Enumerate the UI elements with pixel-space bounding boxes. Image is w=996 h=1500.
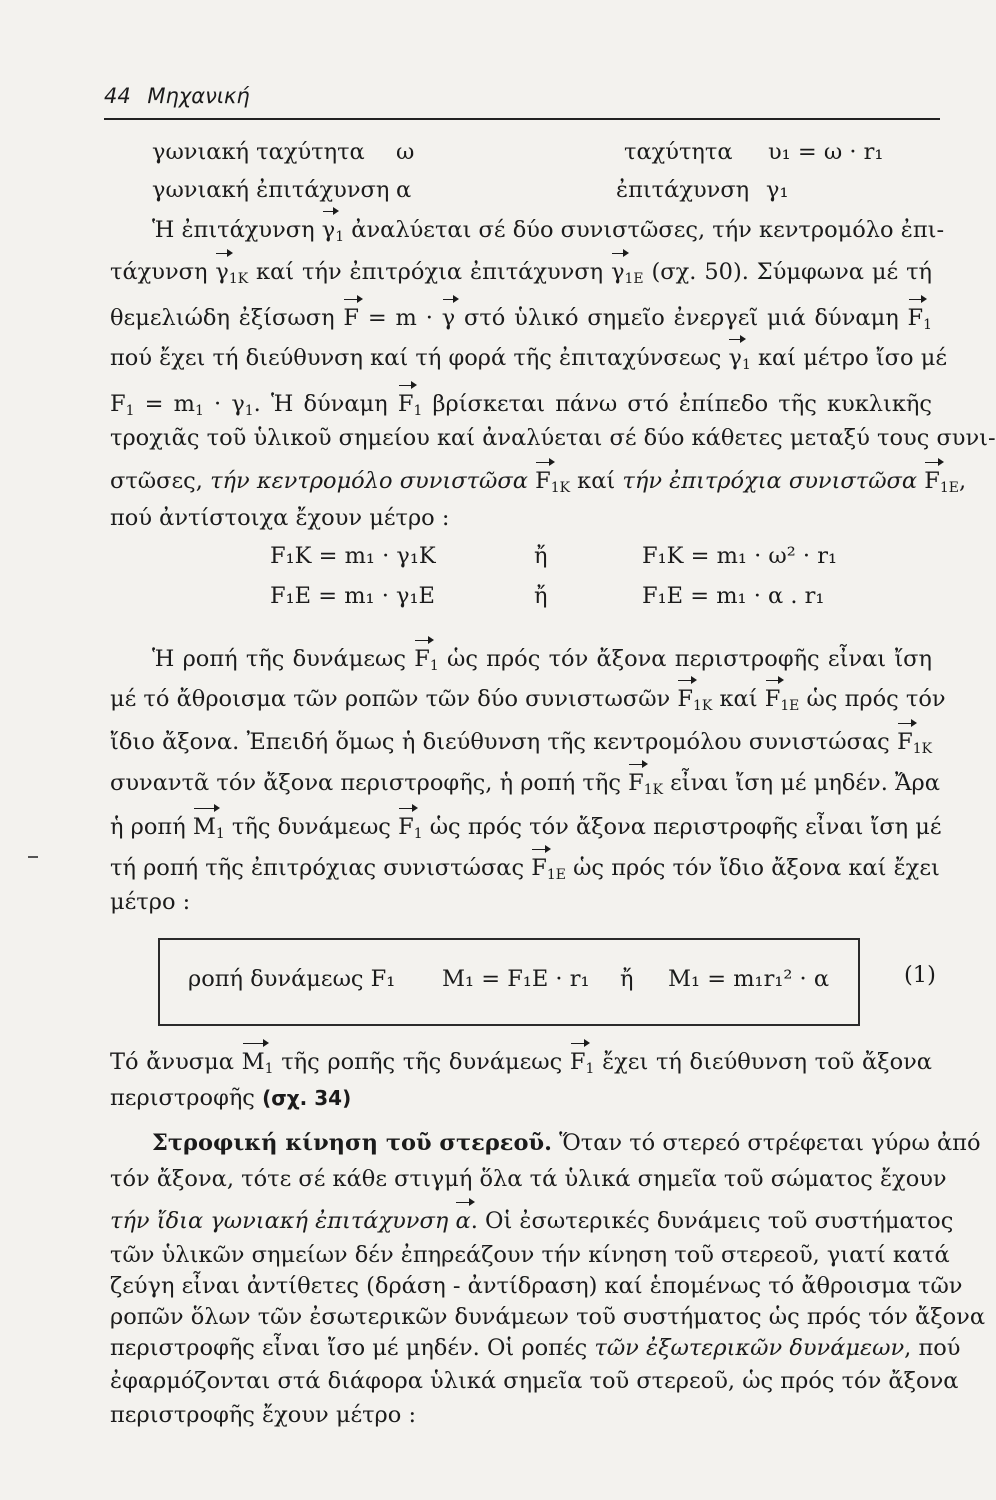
boxed-eq-2: M₁ = m₁r₁² · α xyxy=(668,966,830,992)
eq-or-2: ἤ xyxy=(534,583,548,609)
angular-acceleration-label: γωνιακή ἐπιτάχυνση xyxy=(152,177,390,203)
omega-symbol: ω xyxy=(396,139,415,165)
alpha-symbol: α xyxy=(396,177,412,203)
eq-f1k-left: F₁K = m₁ · γ₁K xyxy=(270,543,436,569)
p1-line-6: τροχιᾶς τοῦ ὑλικοῦ σημείου καί ἀναλύεται σέ δύο κάθετες μεταξύ τους συνι- xyxy=(110,425,996,451)
gamma1-symbol: γ₁ xyxy=(766,177,789,203)
page-header xyxy=(104,84,940,118)
p4-line-1: Στροφική κίνηση τοῦ στερεοῦ. Ὅταν τό στερεό στρέφεται γύρω ἀπό xyxy=(152,1130,981,1156)
equation-number: (1) xyxy=(904,962,936,988)
p2-line-7: μέτρο : xyxy=(110,889,191,915)
p2-line-3: ἴδιο ἄξονα. Ἐπειδή ὅμως ἡ διεύθυνση τῆς κεντρομόλου συνιστώσας $F_{1K}$ xyxy=(110,729,932,757)
p1-line-5: $F_1 = m_1 \cdot \gamma_1$. Ἡ δύναμη $F_1$ βρίσκεται πάνω στό ἐπίπεδο τῆς κυκλικῆς xyxy=(110,391,932,419)
p4-line-2: τόν ἄξονα, τότε σέ κάθε στιγμή ὅλα τά ὑλικά σημεῖα τοῦ σώματος ἔχουν xyxy=(110,1166,947,1192)
p4-line-4: τῶν ὑλικῶν σημείων δέν ἐπηρεάζουν τήν κίνηση τοῦ στερεοῦ, γιατί κατά xyxy=(110,1242,950,1268)
p1-line-2: τάχυνση $\gamma_{1K}$ καί τήν ἐπιτρόχια ἐπιτάχυνση $\gamma_{1E}$ (σχ. 50). Σύμφωνα μέ τή xyxy=(110,259,933,287)
p3-line-2: περιστροφῆς (σχ. 34) xyxy=(110,1085,352,1111)
velocity-formula: υ₁ = ω · r₁ xyxy=(768,139,884,165)
p3-line-1: Τό ἄνυσμα $M_1$ τῆς ροπῆς τῆς δυνάμεως $F_1$ ἔχει τή διεύθυνση τοῦ ἄξονα xyxy=(110,1049,932,1077)
acceleration-label: ἐπιτάχυνση xyxy=(616,177,750,203)
eq-f1e-right: F₁E = m₁ · α . r₁ xyxy=(642,583,825,609)
header-rule xyxy=(104,118,940,120)
p2-line-4: συναντᾶ τόν ἄξονα περιστροφῆς, ἡ ροπή τῆς $F_{1K}$ εἶναι ἴση μέ μηδέν. Ἄρα xyxy=(110,770,940,798)
p4-line-3: τήν ἴδια γωνιακή ἐπιτάχυνση α. Οἱ ἐσωτερικές δυνάμεις τοῦ συστήματος xyxy=(110,1208,954,1234)
p1-line-4: πού ἔχει τή διεύθυνση καί τή φορά τῆς ἐπιταχύνσεως $\gamma_1$ καί μέτρο ἴσο μέ xyxy=(110,345,948,373)
eq-f1e-left: F₁E = m₁ · γ₁E xyxy=(270,583,435,609)
velocity-label: ταχύτητα xyxy=(624,139,733,165)
p2-line-2: μέ τό ἄθροισμα τῶν ροπῶν τῶν δύο συνιστωσῶν $F_{1K}$ καί $F_{1E}$ ὡς πρός τόν xyxy=(110,686,946,714)
p4-line-7: περιστροφῆς εἶναι ἴσο μέ μηδέν. Οἱ ροπές τῶν ἐξωτερικῶν δυνάμεων, πού xyxy=(110,1335,961,1361)
p2-line-6: τή ροπή τῆς ἐπιτρόχιας συνιστώσας $F_{1E}$ ὡς πρός τόν ἴδιο ἄξονα καί ἔχει xyxy=(110,855,940,883)
p2-line-5: ἡ ροπή $M_1$ τῆς δυνάμεως $F_1$ ὡς πρός τόν ἄξονα περιστροφῆς εἶναι ἴση μέ xyxy=(110,814,942,842)
p4-line-9: περιστροφῆς ἔχουν μέτρο : xyxy=(110,1402,417,1428)
eq-f1k-right: F₁K = m₁ · ω² · r₁ xyxy=(642,543,838,569)
table-row-1-left xyxy=(152,137,365,167)
margin-mark xyxy=(28,856,38,858)
p2-line-1: Ἡ ροπή τῆς δυνάμεως $F_1$ ὡς πρός τόν ἄξονα περιστροφῆς εἶναι ἴση xyxy=(152,646,932,674)
chapter-title: Μηχανική xyxy=(147,84,250,108)
boxed-eq-1: M₁ = F₁E · r₁ xyxy=(442,966,590,992)
p4-line-8: ἐφαρμόζονται στά διάφορα ὑλικά σημεῖα τοῦ στερεοῦ, ὡς πρός τόν ἄξονα xyxy=(110,1368,959,1394)
p1-line-7: στῶσες, τήν κεντρομόλο συνιστῶσα $F_{1K}$ καί τήν ἐπιτρόχια συνιστῶσα $F_{1E}$, xyxy=(110,468,967,496)
p1-line-3: θεμελιώδη ἐξίσωση F = m · γ στό ὑλικό σημεῖο ἐνεργεῖ μιά δύναμη $F_1$ xyxy=(110,305,932,333)
boxed-equation xyxy=(158,938,860,1026)
angular-velocity-label: γωνιακή ταχύτητα xyxy=(152,139,365,165)
p4-line-6: ροπῶν ὅλων τῶν ἐσωτερικῶν δυνάμεων τοῦ συστήματος ὡς πρός τόν ἄξονα xyxy=(110,1304,986,1330)
boxed-or: ἤ xyxy=(620,966,634,992)
p4-line-5: ζεύγη εἶναι ἀντίθετες (δράση - ἀντίδραση) καί ἑπομένως τό ἄθροισμα τῶν xyxy=(110,1273,963,1299)
boxed-label: ροπή δυνάμεως F₁ xyxy=(188,966,396,992)
eq-or-1: ἤ xyxy=(534,543,548,569)
page-number: 44 xyxy=(104,84,131,108)
p1-line-8: πού ἀντίστοιχα ἔχουν μέτρο : xyxy=(110,505,450,531)
p1-line-1: Ἡ ἐπιτάχυνση $\gamma_1$ ἀναλύεται σέ δύο συνιστῶσες, τήν κεντρομόλο ἐπι- xyxy=(152,217,945,245)
